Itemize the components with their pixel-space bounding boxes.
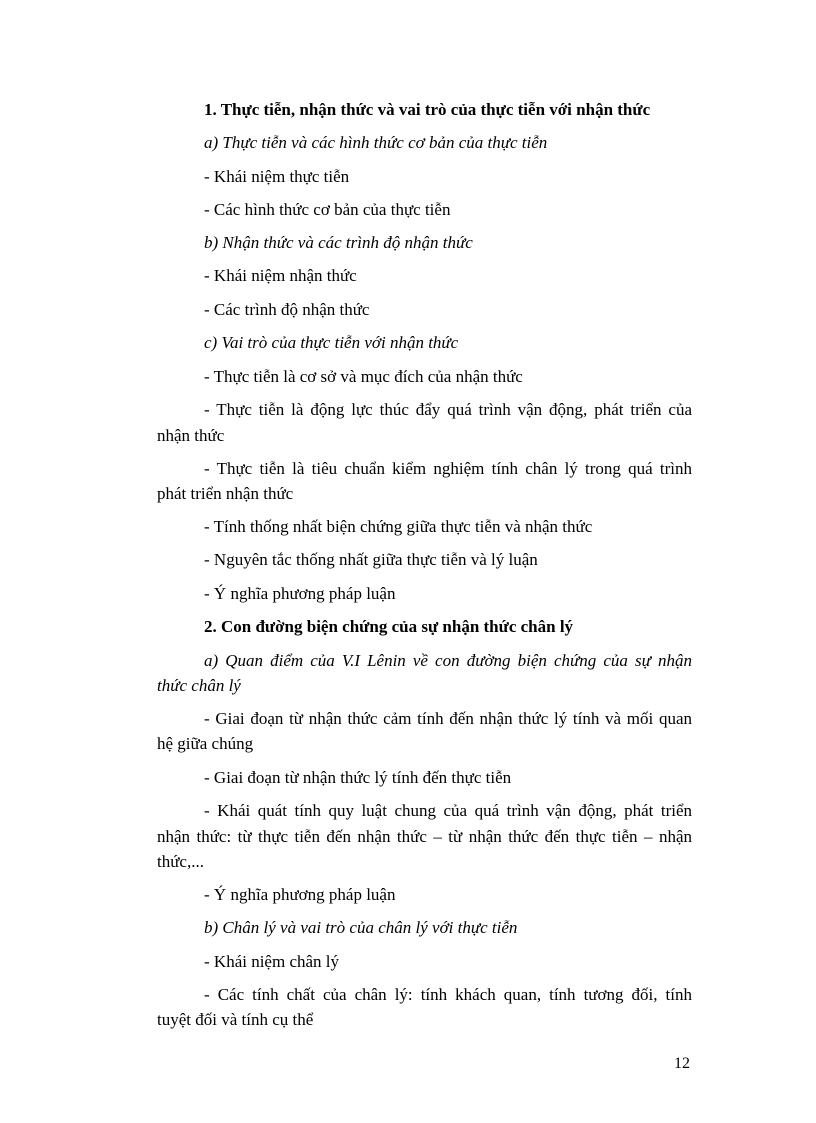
list-item-line: thức,... bbox=[157, 852, 204, 871]
list-item: - Ý nghĩa phương pháp luận bbox=[204, 584, 396, 603]
list-item-line: - Thực tiễn là tiêu chuẩn kiểm nghiệm tính chân lý trong quá trình bbox=[204, 459, 692, 478]
subsection-b-heading: b) Nhận thức và các trình độ nhận thức bbox=[204, 233, 473, 252]
list-item-line: phát triển nhận thức bbox=[157, 484, 294, 503]
subsection-c-heading: c) Vai trò của thực tiễn với nhận thức bbox=[204, 333, 459, 352]
subsection-a-heading: a) Thực tiễn và các hình thức cơ bản của thực tiễn bbox=[204, 133, 548, 152]
list-item: - Tính thống nhất biện chứng giữa thực tiễn và nhận thức bbox=[204, 517, 593, 536]
subsection-b-heading: b) Chân lý và vai trò của chân lý với thực tiễn bbox=[204, 918, 518, 937]
list-item: - Nguyên tắc thống nhất giữa thực tiễn và lý luận bbox=[204, 550, 538, 569]
section-2-heading: 2. Con đường biện chứng của sự nhận thức chân lý bbox=[204, 617, 574, 636]
subsection-a-heading-line: a) Quan điểm của V.I Lênin về con đường biện chứng của sự nhận bbox=[204, 651, 692, 670]
list-item: - Ý nghĩa phương pháp luận bbox=[204, 885, 396, 904]
list-item: - Khái niệm thực tiễn bbox=[204, 167, 350, 186]
list-item-line: - Giai đoạn từ nhận thức cảm tính đến nhận thức lý tính và mối quan bbox=[204, 709, 692, 728]
list-item-line: nhận thức bbox=[157, 426, 225, 445]
list-item-line: hệ giữa chúng bbox=[157, 734, 254, 753]
list-item: - Thực tiễn là cơ sở và mục đích của nhận thức bbox=[204, 367, 523, 386]
list-item-line: nhận thức: từ thực tiễn đến nhận thức – từ nhận thức đến thực tiễn – nhận bbox=[157, 827, 692, 846]
list-item: - Khái niệm nhận thức bbox=[204, 266, 357, 285]
list-item: - Giai đoạn từ nhận thức lý tính đến thực tiễn bbox=[204, 768, 512, 787]
list-item: - Khái niệm chân lý bbox=[204, 952, 340, 971]
section-1-heading: 1. Thực tiễn, nhận thức và vai trò của thực tiễn với nhận thức bbox=[204, 100, 651, 119]
list-item-line: tuyệt đối và tính cụ thể bbox=[157, 1010, 314, 1029]
list-item-line: - Các tính chất của chân lý: tính khách quan, tính tương đối, tính bbox=[204, 985, 692, 1004]
list-item-line: - Khái quát tính quy luật chung của quá trình vận động, phát triển bbox=[204, 801, 692, 820]
list-item: - Các hình thức cơ bản của thực tiễn bbox=[204, 200, 451, 219]
subsection-a-heading-line: thức chân lý bbox=[157, 676, 241, 695]
list-item: - Các trình độ nhận thức bbox=[204, 300, 370, 319]
list-item-line: - Thực tiễn là động lực thúc đẩy quá trình vận động, phát triển của bbox=[204, 400, 692, 419]
page-number: 12 bbox=[674, 1055, 690, 1072]
